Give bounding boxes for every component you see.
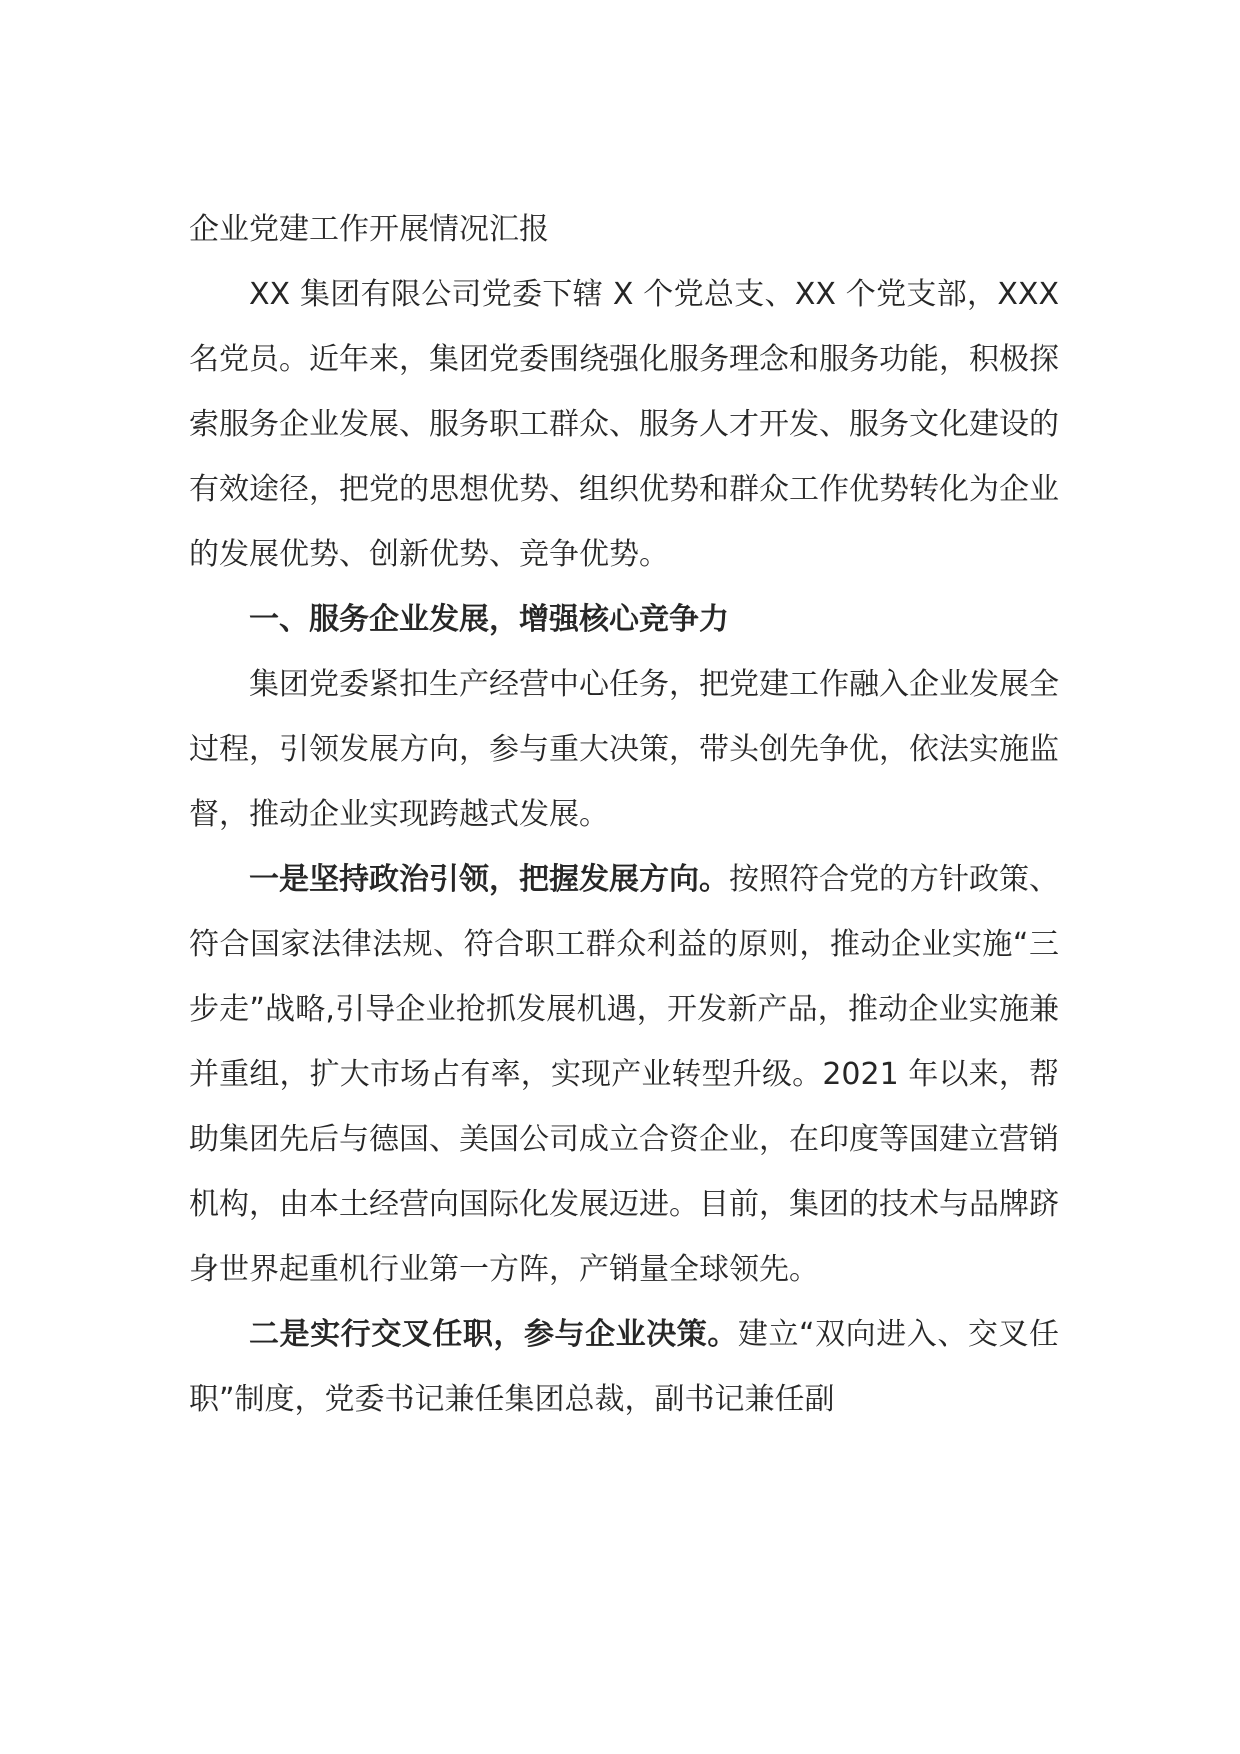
point-lead-1: 一是坚持政治引领，把握发展方向。 (249, 862, 729, 897)
point-paragraph-2 (189, 1302, 1059, 1432)
intro-paragraph: XX 集团有限公司党委下辖 X 个党总支、XX 个党支部，XXX 名党员。近年来，集团党委围绕强化服务理念和服务功能，积极探索服务企业发展、服务职工群众、服务人才开发、服务文化建设的有效途径，把党的思想优势、组织优势和群众工作优势转化为企业的发展优势、创新优势、竞争优势。 (189, 277, 1059, 572)
section-summary-paragraph: 集团党委紧扣生产经营中心任务，把党建工作融入企业发展全过程，引领发展方向，参与重大决策，带头创先争优，依法实施监督，推动企业实现跨越式发展。 (189, 667, 1059, 832)
point-body-1: 按照符合党的方针政策、符合国家法律法规、符合职工群众利益的原则，推动企业实施“三步走”战略,引导企业抢抓发展机遇，开发新产品，推动企业实施兼并重组，扩大市场占有率，实现产业转型升级。2021 年以来，帮助集团先后与德国、美国公司成立合资企业，在印度等国建立营销机构，由本土经营向国际化发展迈进。目前，集团的技术与品牌跻身世界起重机行业第一方阵，产销量全球领先。 (189, 862, 1059, 1287)
document-title: 企业党建工作开展情况汇报 (189, 212, 549, 247)
document-page (189, 198, 1059, 1432)
section-heading-1: 一、服务企业发展，增强核心竞争力 (249, 602, 729, 637)
point-body-2: 建立“双向进入、交叉任职”制度，党委书记兼任集团总裁，副书记兼任副 (189, 1317, 1060, 1417)
point-paragraph-1 (189, 847, 1059, 1302)
point-lead-2: 二是实行交叉任职，参与企业决策。 (249, 1317, 738, 1352)
